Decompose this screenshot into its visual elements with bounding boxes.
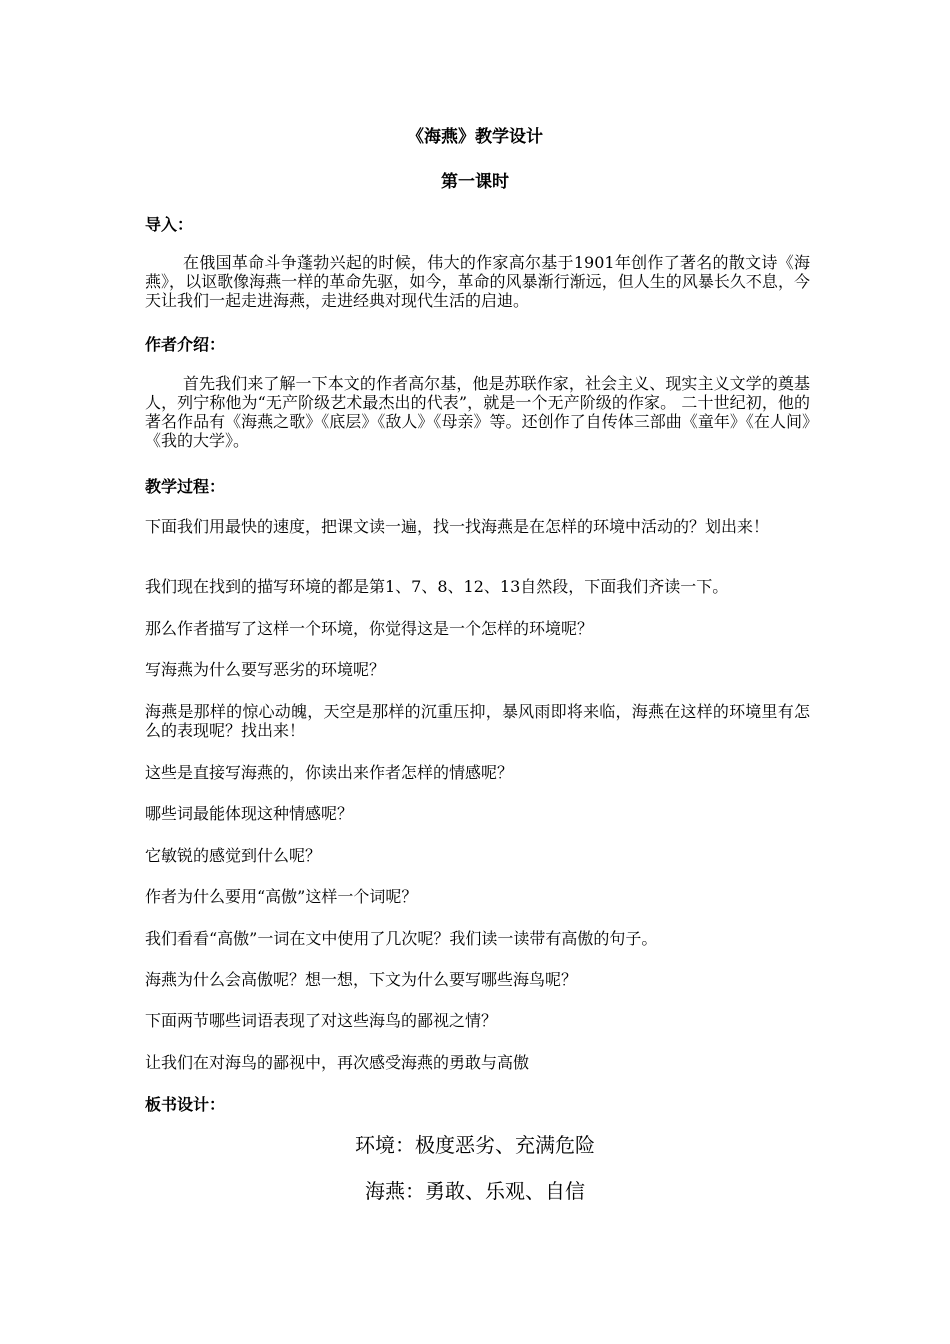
document-title: 《海燕》教学设计	[407, 127, 543, 147]
process-item: 让我们在对海鸟的鄙视中，再次感受海燕的勇敢与高傲	[145, 1053, 530, 1072]
intro-heading: 导入：	[145, 215, 194, 234]
process-item: 海燕是那样的惊心动魄，天空是那样的沉重压抑，暴风雨即将来临，海燕在这样的环境里有怎么的表现呢？找出来！	[145, 702, 810, 740]
process-item: 哪些词最能体现这种情感呢？	[145, 804, 354, 823]
process-item: 我们现在找到的描写环境的都是第1、7、8、12、13自然段，下面我们齐读一下。	[145, 577, 729, 596]
board-line: 海燕：勇敢、乐观、自信	[365, 1179, 585, 1203]
lesson-subtitle: 第一课时	[441, 172, 509, 192]
process-item: 我们看看“高傲”一词在文中使用了几次呢？我们读一读带有高傲的句子。	[145, 929, 658, 948]
author-heading: 作者介绍：	[145, 335, 226, 354]
process-item: 这些是直接写海燕的，你读出来作者怎样的情感呢？	[145, 763, 514, 782]
board-heading: 板书设计：	[145, 1095, 226, 1114]
process-item: 海燕为什么会高傲呢？想一想，下文为什么要写哪些海鸟呢？	[145, 970, 578, 989]
author-paragraph: 首先我们来了解一下本文的作者高尔基，他是苏联作家，社会主义、现实主义文学的奠基人，列宁称他为“无产阶级艺术最杰出的代表”，就是一个无产阶级的作家。 二十世纪初，他的著名作品有《海燕之歌》《底层》《敌人》《母亲》等。还创作了自传体三部曲《童年》《在人间》《我的大学》。	[145, 374, 810, 450]
board-line: 环境：极度恶劣、充满危险	[355, 1133, 595, 1157]
intro-paragraph: 在俄国革命斗争蓬勃兴起的时候，伟大的作家高尔基于1901年创作了著名的散文诗《海燕》，以讴歌像海燕一样的革命先驱，如今，革命的风暴渐行渐远，但人生的风暴长久不息，今天让我们一起走进海燕，走进经典对现代生活的启迪。	[145, 253, 810, 310]
process-item: 作者为什么要用“高傲”这样一个词呢？	[145, 887, 418, 906]
process-item: 下面我们用最快的速度，把课文读一遍，找一找海燕是在怎样的环境中活动的？划出来！	[145, 517, 770, 536]
process-item: 下面两节哪些词语表现了对这些海鸟的鄙视之情？	[145, 1011, 498, 1030]
process-item: 它敏锐的感觉到什么呢？	[145, 846, 322, 865]
process-item: 写海燕为什么要写恶劣的环境呢？	[145, 660, 386, 679]
process-heading: 教学过程：	[145, 477, 226, 496]
process-item: 那么作者描写了这样一个环境，你觉得这是一个怎样的环境呢？	[145, 619, 594, 638]
